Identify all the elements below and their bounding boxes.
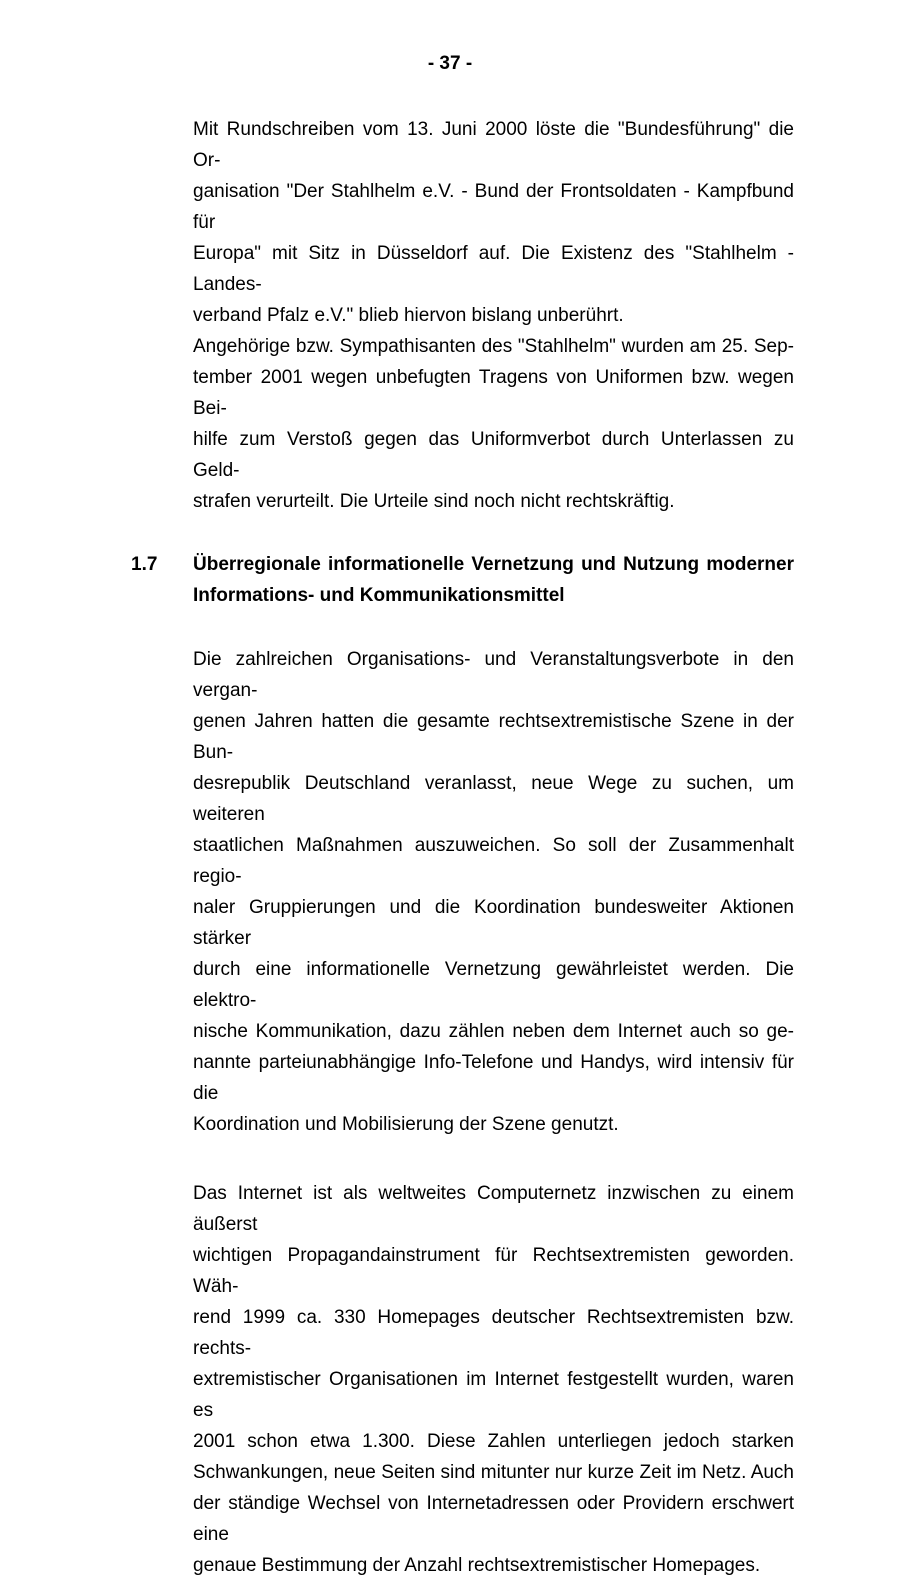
- text-line: Die zahlreichen Organisations- und Veranstaltungsverbote in den vergan-: [193, 649, 794, 701]
- paragraph: [193, 644, 794, 1140]
- text-line: wichtigen Propagandainstrument für Rechtsextremisten geworden. Wäh-: [193, 1245, 794, 1297]
- text-line: genen Jahren hatten die gesamte rechtsextremistische Szene in der Bun-: [193, 711, 794, 763]
- section-heading: [131, 549, 794, 611]
- text-line: Mit Rundschreiben vom 13. Juni 2000 löste die "Bundesführung" die Or-: [193, 119, 794, 171]
- text-line: strafen verurteilt. Die Urteile sind noch nicht rechtskräftig.: [193, 491, 675, 512]
- paragraph: [193, 1178, 794, 1581]
- text-line: verband Pfalz e.V." blieb hiervon bislang unberührt.: [193, 305, 624, 326]
- text-line: durch eine informationelle Vernetzung gewährleistet werden. Die elektro-: [193, 959, 794, 1011]
- text-line: ganisation "Der Stahlhelm e.V. - Bund der Frontsoldaten - Kampfbund für: [193, 181, 794, 233]
- text-line: Europa" mit Sitz in Düsseldorf auf. Die Existenz des "Stahlhelm - Landes-: [193, 243, 794, 295]
- text-line: rend 1999 ca. 330 Homepages deutscher Rechtsextremisten bzw. rechts-: [193, 1307, 794, 1359]
- section-number: 1.7: [131, 554, 158, 575]
- text-line: tember 2001 wegen unbefugten Tragens von Uniformen bzw. wegen Bei-: [193, 367, 794, 419]
- text-line: naler Gruppierungen und die Koordination bundesweiter Aktionen stärker: [193, 897, 794, 949]
- text-line: der ständige Wechsel von Internetadressen oder Providern erschwert eine: [193, 1493, 794, 1545]
- paragraph: [193, 114, 794, 331]
- text-line: Überregionale informationelle Vernetzung und Nutzung moderner: [193, 554, 794, 575]
- text-line: staatlichen Maßnahmen auszuweichen. So soll der Zusammenhalt regio-: [193, 835, 794, 887]
- page-content: [131, 114, 794, 1581]
- text-line: Angehörige bzw. Sympathisanten des "Stahlhelm" wurden am 25. Sep-: [193, 336, 794, 357]
- text-line: 2001 schon etwa 1.300. Diese Zahlen unterliegen jedoch starken: [193, 1431, 794, 1452]
- text-line: desrepublik Deutschland veranlasst, neue Wege zu suchen, um weiteren: [193, 773, 794, 825]
- page-number: - 37 -: [427, 53, 473, 74]
- text-line: extremistischer Organisationen im Internet festgestellt wurden, waren es: [193, 1369, 794, 1421]
- text-line: hilfe zum Verstoß gegen das Uniformverbot durch Unterlassen zu Geld-: [193, 429, 794, 481]
- text-line: Informations- und Kommunikationsmittel: [193, 585, 565, 606]
- text-line: genaue Bestimmung der Anzahl rechtsextremistischer Homepages.: [193, 1555, 761, 1576]
- text-line: Koordination und Mobilisierung der Szene genutzt.: [193, 1114, 619, 1135]
- text-line: Schwankungen, neue Seiten sind mitunter nur kurze Zeit im Netz. Auch: [193, 1462, 794, 1483]
- text-line: nische Kommunikation, dazu zählen neben dem Internet auch so ge-: [193, 1021, 794, 1042]
- text-line: Das Internet ist als weltweites Computernetz inzwischen zu einem äußerst: [193, 1183, 794, 1235]
- paragraph: [193, 331, 794, 517]
- text-line: nannte parteiunabhängige Info-Telefone und Handys, wird intensiv für die: [193, 1052, 794, 1104]
